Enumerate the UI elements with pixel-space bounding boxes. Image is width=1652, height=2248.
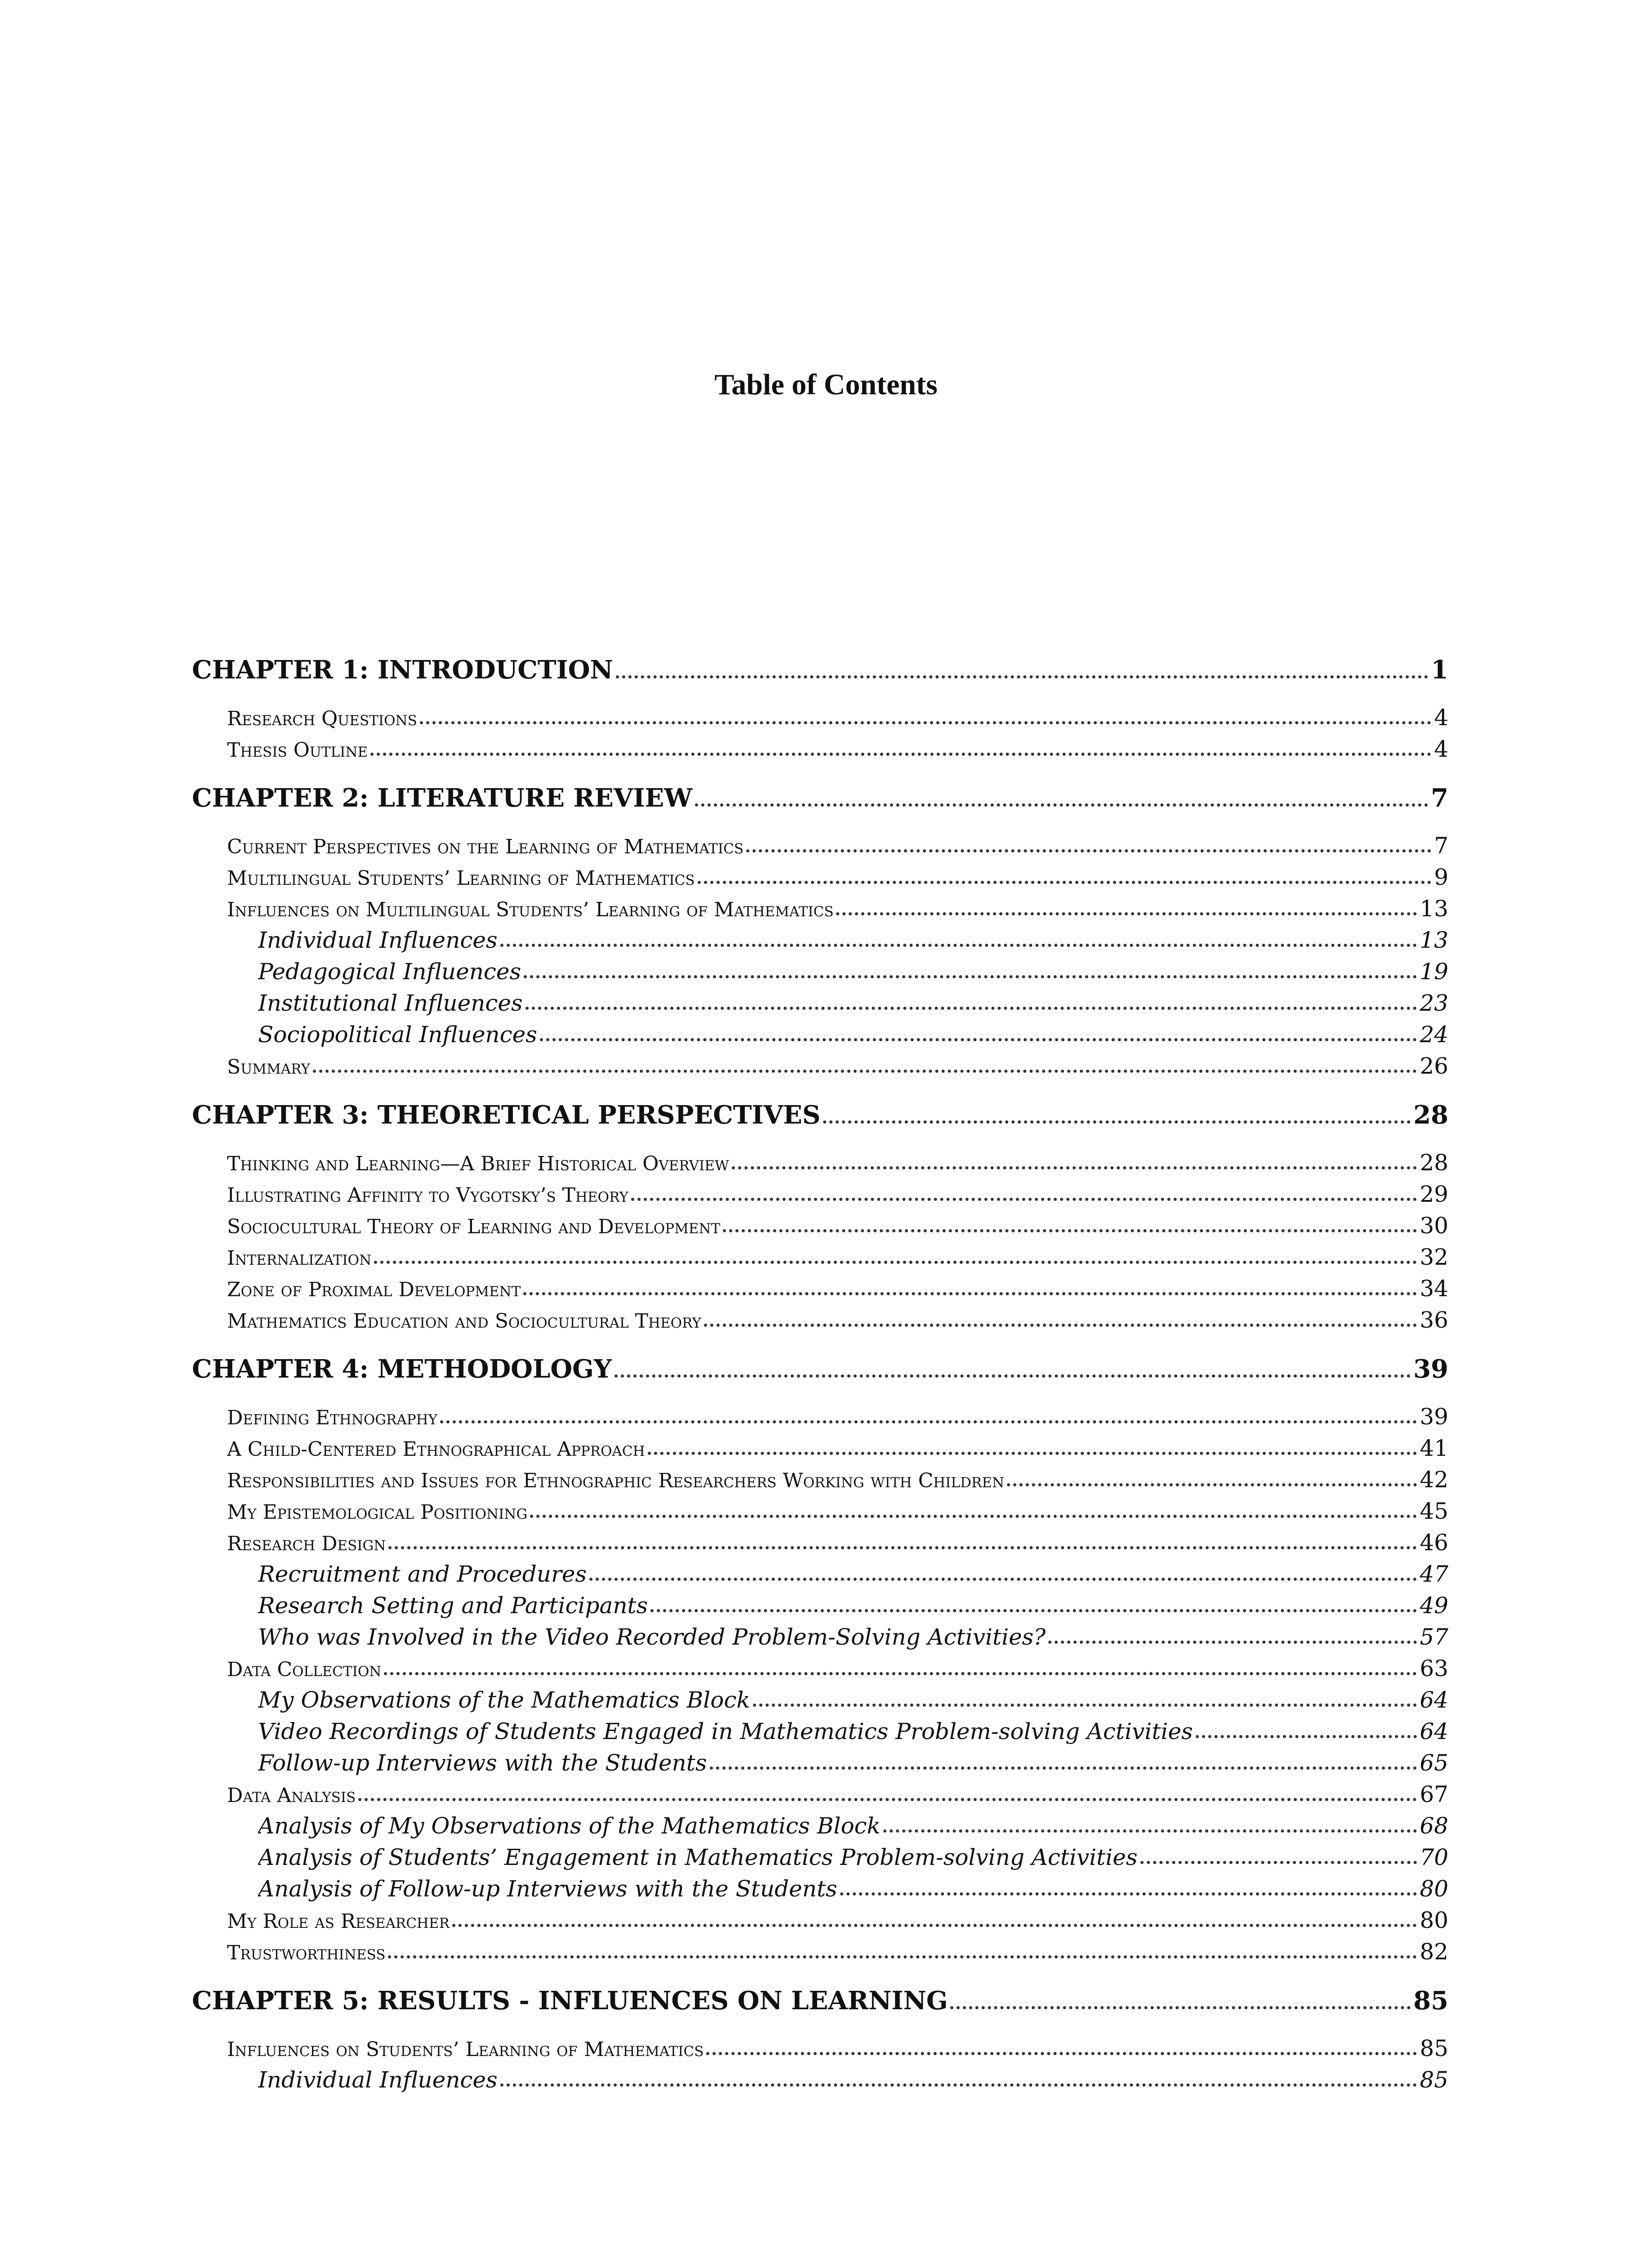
dot-leader: [732, 1166, 1417, 1169]
toc-entry-page-number: 49: [1420, 1592, 1448, 1619]
toc-entry-section: [227, 896, 1448, 922]
dot-leader: [313, 1070, 1417, 1073]
page-title: Table of Contents: [714, 368, 938, 401]
toc-entry-page-number: 64: [1420, 1718, 1448, 1744]
toc-entry-subsection: [258, 1750, 1448, 1776]
dot-leader: [1048, 1641, 1417, 1644]
toc-entry-section: [227, 864, 1448, 890]
toc-entry-page-number: 7: [1434, 833, 1448, 859]
dot-leader: [695, 803, 1428, 807]
toc-entry-title: My Epistemological Positioning: [227, 1501, 528, 1524]
dot-leader: [648, 1452, 1417, 1455]
toc-entry-page-number: 41: [1420, 1435, 1448, 1461]
toc-entry-title: Responsibilities and Issues for Ethnographic Researchers Working with Children: [227, 1469, 1004, 1492]
toc-entry-page-number: 34: [1420, 1276, 1448, 1302]
toc-entry-subsection: [258, 1624, 1448, 1650]
toc-entry-section: [227, 1244, 1448, 1270]
dot-leader: [704, 1324, 1417, 1327]
toc-entry-title: My Role as Researcher: [227, 1910, 450, 1933]
dot-leader: [698, 881, 1432, 884]
toc-entry-page-number: 45: [1420, 1498, 1448, 1524]
dot-leader: [589, 1578, 1417, 1581]
toc-entry-page-number: 39: [1420, 1404, 1448, 1430]
toc-entry-section: [227, 833, 1448, 859]
toc-entry-title: Influences on Students’ Learning of Mathematics: [227, 2038, 704, 2061]
toc-entry-page-number: 70: [1420, 1844, 1448, 1870]
dot-leader: [524, 975, 1417, 978]
toc-entry-subsection: [258, 1813, 1448, 1839]
toc-entry-section: [227, 2035, 1448, 2061]
toc-entry-title: Defining Ethnography: [227, 1406, 438, 1429]
dot-leader: [384, 1672, 1417, 1675]
toc-entry-page-number: 24: [1420, 1021, 1448, 1048]
toc-entry-page-number: 26: [1420, 1053, 1448, 1079]
dot-leader: [370, 753, 1431, 756]
toc-entry-title: My Observations of the Mathematics Block: [258, 1687, 750, 1713]
dot-leader: [523, 1292, 1417, 1295]
toc-entry-title: Zone of Proximal Development: [227, 1278, 521, 1301]
toc-entry-subsection: [258, 1687, 1448, 1713]
toc-entry-title: Thesis Outline: [227, 739, 368, 762]
toc-entry-page-number: 19: [1420, 959, 1448, 985]
toc-entry-title: Sociocultural Theory of Learning and Development: [227, 1215, 721, 1238]
dot-leader: [723, 1229, 1417, 1232]
dot-leader: [1007, 1483, 1417, 1486]
toc-entry-title: Follow-up Interviews with the Students: [258, 1750, 707, 1776]
toc-entry-page-number: 63: [1420, 1655, 1448, 1682]
toc-entry-page-number: 82: [1420, 1939, 1448, 1965]
toc-entry-title: A Child-Centered Ethnographical Approach: [227, 1438, 645, 1461]
toc-entry-title: Institutional Influences: [258, 990, 523, 1016]
dot-leader: [614, 1374, 1411, 1378]
toc-entry-section: [227, 1530, 1448, 1556]
toc-entry-title: Internalization: [227, 1247, 372, 1270]
toc-entry-section: [227, 1404, 1448, 1430]
toc-entry-title: CHAPTER 2: LITERATURE REVIEW: [192, 783, 693, 813]
toc-entry-title: CHAPTER 5: RESULTS - INFLUENCES ON LEARNING: [192, 1986, 948, 2016]
toc-entry-section: [227, 1939, 1448, 1965]
toc-entry-page-number: 67: [1420, 1781, 1448, 1807]
toc-entry-title: CHAPTER 3: THEORETICAL PERSPECTIVES: [192, 1100, 821, 1130]
toc-entry-chapter: [192, 1100, 1448, 1130]
dot-leader: [500, 944, 1417, 947]
dot-leader: [1140, 1861, 1417, 1864]
toc-entry-title: CHAPTER 4: METHODOLOGY: [192, 1354, 612, 1384]
toc-entry-page-number: 1: [1431, 655, 1448, 685]
toc-entry-page-number: 47: [1420, 1561, 1448, 1587]
toc-entry-title: Pedagogical Influences: [258, 959, 521, 985]
toc-entry-subsection: [258, 1844, 1448, 1870]
toc-entry-title: Recruitment and Procedures: [258, 1561, 587, 1587]
toc-entry-section: [227, 1498, 1448, 1524]
toc-entry-chapter: [192, 1354, 1448, 1384]
toc-entry-title: Trustworthiness: [227, 1941, 386, 1964]
toc-entry-section: [227, 1467, 1448, 1493]
dot-leader: [883, 1829, 1417, 1833]
toc-entry-title: Individual Influences: [258, 2067, 498, 2093]
dot-leader: [616, 675, 1428, 678]
toc-entry-page-number: 30: [1420, 1213, 1448, 1239]
toc-entry-section: [227, 1276, 1448, 1302]
toc-entry-section: [227, 1655, 1448, 1682]
toc-entry-page-number: 80: [1420, 1907, 1448, 1933]
toc-entry-title: Multilingual Students’ Learning of Mathematics: [227, 867, 695, 890]
toc-entry-chapter: [192, 783, 1448, 813]
toc-entry-subsection: [258, 1021, 1448, 1048]
dot-leader: [753, 1704, 1417, 1707]
toc-entry-title: Illustrating Affinity to Vygotsky’s Theory: [227, 1184, 628, 1207]
dot-leader: [388, 1546, 1417, 1549]
dot-leader: [530, 1515, 1417, 1518]
toc-entry-section: [227, 1213, 1448, 1239]
toc-entry-page-number: 4: [1434, 705, 1448, 731]
toc-entry-section: [227, 705, 1448, 731]
dot-leader: [950, 2006, 1411, 2009]
toc-entry-section: [227, 1907, 1448, 1933]
toc-entry-title: Sociopolitical Influences: [258, 1021, 537, 1048]
toc-entry-page-number: 9: [1434, 864, 1448, 890]
toc-entry-subsection: [258, 1561, 1448, 1587]
dot-leader: [388, 1955, 1417, 1958]
toc-entry-page-number: 4: [1434, 736, 1448, 762]
dot-leader: [440, 1420, 1417, 1423]
toc-entry-subsection: [258, 1592, 1448, 1619]
toc-entry-title: Mathematics Education and Sociocultural Theory: [227, 1310, 701, 1333]
toc-entry-title: Who was Involved in the Video Recorded Problem-Solving Activities?: [258, 1624, 1046, 1650]
toc-entry-section: [227, 1435, 1448, 1461]
toc-entry-title: Video Recordings of Students Engaged in Mathematics Problem-solving Activities: [258, 1718, 1193, 1744]
dot-leader: [420, 721, 1431, 724]
toc-entry-page-number: 64: [1420, 1687, 1448, 1713]
toc-entry-page-number: 13: [1420, 896, 1448, 922]
dot-leader: [374, 1261, 1417, 1264]
toc-entry-title: Research Design: [227, 1532, 386, 1555]
toc-entry-page-number: 23: [1420, 990, 1448, 1016]
toc-entry-title: Individual Influences: [258, 927, 498, 953]
toc-entry-title: Current Perspectives on the Learning of Mathematics: [227, 835, 744, 858]
toc-entry-subsection: [258, 1876, 1448, 1902]
toc-entry-title: Data Collection: [227, 1658, 382, 1681]
toc-entry-subsection: [258, 1718, 1448, 1744]
dot-leader: [1196, 1735, 1417, 1738]
toc-entry-title: Research Questions: [227, 707, 417, 730]
toc-entry-title: Analysis of Students’ Engagement in Mathematics Problem-solving Activities: [258, 1844, 1138, 1870]
toc-entry-title: Analysis of My Observations of the Mathematics Block: [258, 1813, 881, 1839]
dot-leader: [540, 1038, 1417, 1041]
toc-entry-chapter: [192, 1986, 1448, 2016]
toc-entry-section: [227, 1307, 1448, 1333]
toc-entry-subsection: [258, 990, 1448, 1016]
dot-leader: [710, 1766, 1417, 1770]
toc-entry-subsection: [258, 2067, 1448, 2093]
toc-entry-page-number: 80: [1420, 1876, 1448, 1902]
toc-entry-subsection: [258, 927, 1448, 953]
toc-entry-page-number: 29: [1420, 1181, 1448, 1207]
toc-entry-page-number: 32: [1420, 1244, 1448, 1270]
toc-entry-page-number: 39: [1413, 1354, 1448, 1384]
toc-entry-page-number: 28: [1420, 1150, 1448, 1176]
toc-entry-page-number: 65: [1420, 1750, 1448, 1776]
toc-entry-page-number: 57: [1420, 1624, 1448, 1650]
dot-leader: [836, 912, 1417, 915]
toc-entry-page-number: 85: [1420, 2067, 1448, 2093]
toc-entry-section: [227, 1150, 1448, 1176]
toc-entry-section: [227, 1781, 1448, 1807]
toc-entry-page-number: 46: [1420, 1530, 1448, 1556]
toc-entry-section: [227, 1053, 1448, 1079]
toc-entry-section: [227, 736, 1448, 762]
dot-leader: [358, 1798, 1417, 1801]
toc-entry-title: Data Analysis: [227, 1784, 356, 1807]
dot-leader: [823, 1120, 1411, 1124]
toc-entry-title: CHAPTER 1: INTRODUCTION: [192, 655, 613, 685]
toc-entry-page-number: 68: [1420, 1813, 1448, 1839]
dot-leader: [631, 1198, 1417, 1201]
toc-entry-page-number: 36: [1420, 1307, 1448, 1333]
dot-leader: [650, 1609, 1417, 1612]
dot-leader: [452, 1924, 1417, 1927]
toc-entry-title: Analysis of Follow-up Interviews with the Students: [258, 1876, 837, 1902]
toc-entry-page-number: 85: [1420, 2035, 1448, 2061]
dot-leader: [500, 2083, 1417, 2087]
toc-entry-page-number: 85: [1413, 1986, 1448, 2016]
toc-entry-title: Research Setting and Participants: [258, 1592, 648, 1619]
toc-entry-title: Thinking and Learning—A Brief Historical Overview: [227, 1152, 729, 1175]
toc-entry-title: Summary: [227, 1056, 310, 1079]
dot-leader: [746, 849, 1431, 852]
dot-leader: [706, 2052, 1417, 2055]
toc-entry-page-number: 42: [1420, 1467, 1448, 1493]
toc-entry-title: Influences on Multilingual Students’ Learning of Mathematics: [227, 898, 834, 921]
toc-entry-page-number: 28: [1413, 1100, 1448, 1130]
toc-entry-section: [227, 1181, 1448, 1207]
toc-entry-chapter: [192, 655, 1448, 685]
dot-leader: [840, 1892, 1417, 1896]
toc-entry-page-number: 13: [1420, 927, 1448, 953]
toc-entry-page-number: 7: [1431, 783, 1448, 813]
dot-leader: [525, 1007, 1417, 1010]
toc-entry-subsection: [258, 959, 1448, 985]
